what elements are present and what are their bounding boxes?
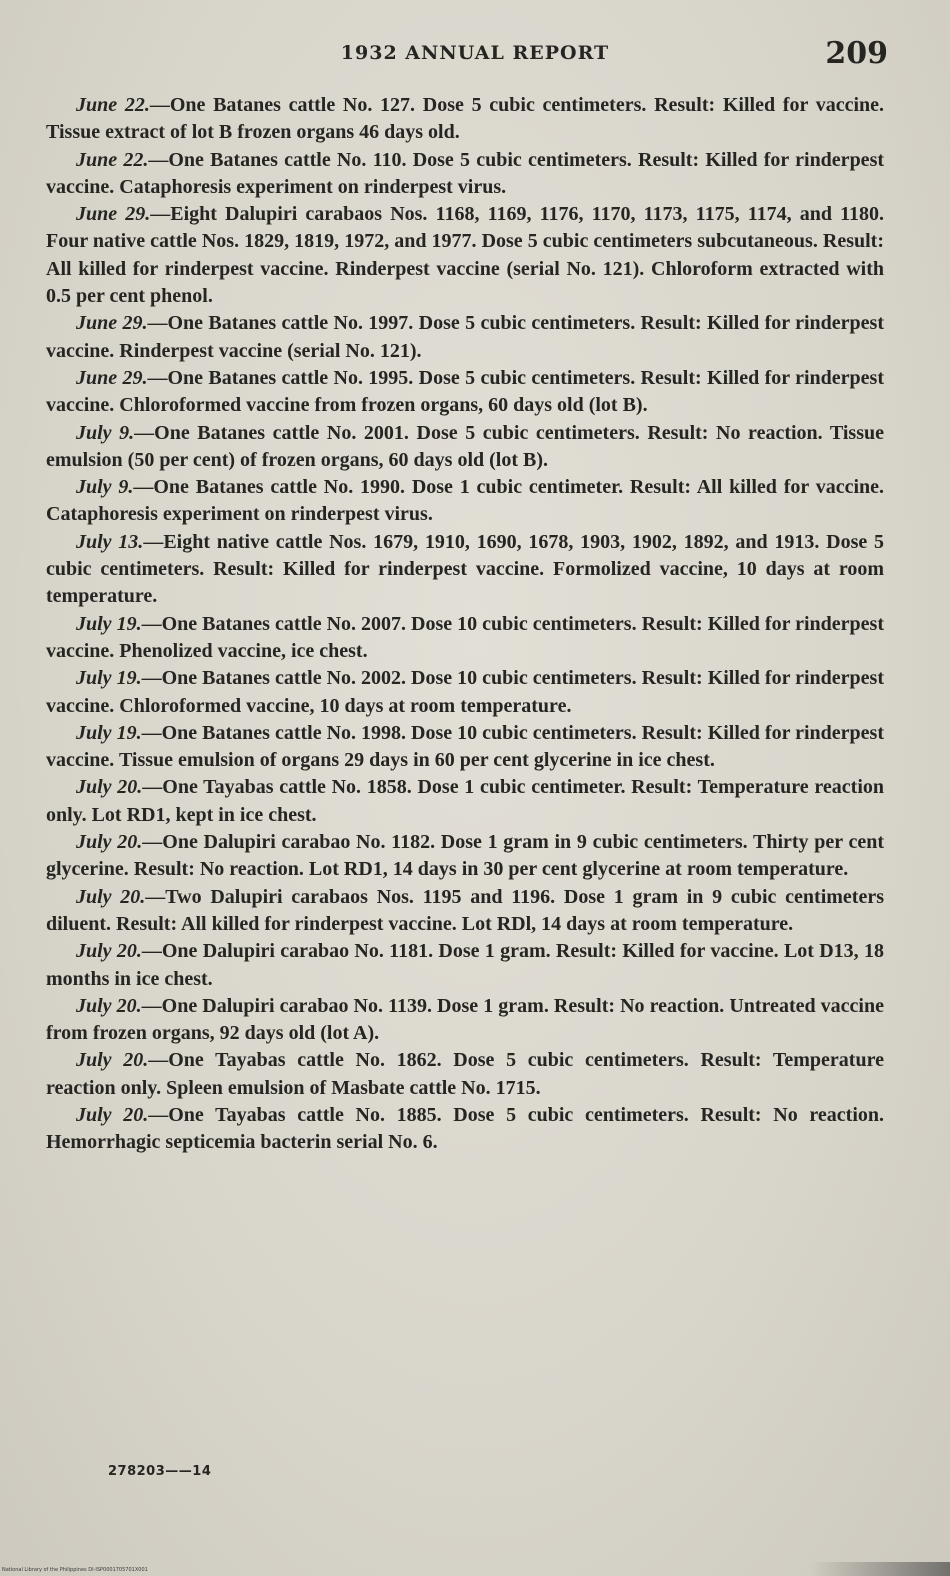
entry-date: July 13. (76, 530, 144, 553)
scan-source-note: National Library of the Philippines DI-ISP0001705701X001 (2, 1567, 148, 1573)
entry-16 (46, 993, 884, 1048)
entry-text: —Eight native cattle Nos. 1679, 1910, 1690, 1678, 1903, 1902, 1892, and 1913. Dose 5 cubic centimeters. Result: Killed for rinderpest vaccine. Formolized vaccine, 10 days at room temperature. (46, 530, 884, 608)
entry-date: July 9. (76, 421, 135, 444)
entry-date: July 20. (76, 994, 142, 1017)
report-body (46, 92, 884, 1157)
entry-text: —One Dalupiri carabao No. 1139. Dose 1 gram. Result: No reaction. Untreated vaccine from frozen organs, 92 days old (lot A). (46, 994, 884, 1045)
entry-12 (46, 774, 884, 829)
entry-text: —One Batanes cattle No. 1995. Dose 5 cubic centimeters. Result: Killed for rinderpest vaccine. Chloroformed vaccine from frozen organs, 60 days old (lot B). (46, 366, 884, 417)
entry-10 (46, 665, 884, 720)
entry-text: —One Tayabas cattle No. 1862. Dose 5 cubic centimeters. Result: Temperature reaction only. Spleen emulsion of Masbate cattle No. 1715. (46, 1049, 884, 1099)
running-title: 1932 ANNUAL REPORT (340, 42, 610, 64)
entry-text: —One Batanes cattle No. 1997. Dose 5 cubic centimeters. Result: Killed for rinderpest vaccine. Rinderpest vaccine (serial No. 121). (46, 312, 884, 362)
entry-text: —One Batanes cattle No. 1998. Dose 10 cubic centimeters. Result: Killed for rinderpest vaccine. Tissue emulsion of organs 29 days in 60 per cent glycerine in ice chest. (46, 721, 884, 772)
entry-9 (46, 611, 884, 666)
entry-11 (46, 720, 884, 775)
entry-text: —One Tayabas cattle No. 1858. Dose 1 cubic centimeter. Result: Temperature reaction only. Lot RD1, kept in ice chest. (46, 776, 884, 826)
entry-text: —Eight Dalupiri carabaos Nos. 1168, 1169, 1176, 1170, 1173, 1175, 1174, and 1180. Four native cattle Nos. 1829, 1819, 1972, and 1977. Dose 5 cubic centimeters subcutaneous. Result: All killed for rinderpest vaccine. Rinderpest vaccine (serial No. 121). Chloroform extracted with 0.5 per cent phenol. (46, 203, 884, 308)
entry-date: July 20. (76, 885, 146, 908)
entry-text: —One Batanes cattle No. 2001. Dose 5 cubic centimeters. Result: No reaction. Tissue emulsion (50 per cent) of frozen organs, 60 days old (lot B). (46, 421, 884, 471)
entry-date: June 29. (76, 312, 148, 335)
entry-text: —One Batanes cattle No. 110. Dose 5 cubic centimeters. Result: Killed for rinderpest vaccine. Cataphoresis experiment on rinderpest virus. (46, 148, 885, 198)
printer-signature-mark: 278203——14 (108, 1464, 212, 1479)
page-header (0, 36, 950, 76)
entry-text: —One Batanes cattle No. 1990. Dose 1 cubic centimeter. Result: All killed for vaccine. Cataphoresis experiment on rinderpest virus. (46, 476, 884, 526)
entry-7 (46, 474, 884, 529)
entry-date: June 22. (76, 148, 149, 171)
entry-text: —One Tayabas cattle No. 1885. Dose 5 cubic centimeters. Result: No reaction. Hemorrhagic septicemia bacterin serial No. 6. (46, 1103, 884, 1154)
entry-17 (46, 1047, 884, 1102)
entry-6 (46, 420, 884, 475)
entry-text: —One Batanes cattle No. 2002. Dose 10 cubic centimeters. Result: Killed for rinderpest vaccine. Chloroformed vaccine, 10 days at room temperature. (46, 667, 884, 717)
entry-date: June 22. (76, 94, 150, 116)
entry-date: July 20. (76, 940, 142, 963)
entry-text: —One Batanes cattle No. 2007. Dose 10 cubic centimeters. Result: Killed for rinderpest vaccine. Phenolized vaccine, ice chest. (46, 612, 884, 662)
entry-1 (46, 92, 884, 147)
entry-date: July 20. (76, 831, 143, 854)
entry-date: June 29. (76, 366, 148, 389)
entry-text: —One Dalupiri carabao No. 1181. Dose 1 gram. Result: Killed for vaccine. Lot D13, 18 months in ice chest. (46, 940, 884, 990)
entry-4 (46, 310, 884, 365)
entry-date: July 20. (76, 1049, 149, 1072)
entry-date: July 9. (76, 476, 134, 499)
entry-3 (46, 201, 884, 310)
entry-text: —One Batanes cattle No. 127. Dose 5 cubic centimeters. Result: Killed for vaccine. Tissue extract of lot B frozen organs 46 days old. (46, 94, 884, 144)
entry-text: —One Dalupiri carabao No. 1182. Dose 1 gram in 9 cubic centimeters. Thirty per cent glycerine. Result: No reaction. Lot RD1, 14 days in 30 per cent glycerine at room temperature. (46, 831, 884, 881)
entry-date: June 29. (76, 203, 151, 226)
entry-14 (46, 884, 884, 939)
entry-date: July 19. (76, 721, 142, 744)
entry-date: July 19. (76, 612, 142, 635)
page-number: 209 (825, 36, 888, 71)
entry-8 (46, 529, 884, 611)
entry-5 (46, 365, 884, 420)
entry-2 (46, 147, 884, 202)
page-edge-shadow (810, 1562, 950, 1576)
entry-15 (46, 938, 884, 993)
entry-18 (46, 1102, 884, 1157)
entry-date: July 19. (76, 667, 142, 690)
entry-13 (46, 829, 884, 884)
entry-text: —Two Dalupiri carabaos Nos. 1195 and 1196. Dose 1 gram in 9 cubic centimeters diluent. Result: All killed for rinderpest vaccine. Lot RDl, 14 days at room temperature. (46, 885, 884, 935)
entry-date: July 20. (76, 776, 143, 799)
entry-date: July 20. (76, 1103, 149, 1126)
